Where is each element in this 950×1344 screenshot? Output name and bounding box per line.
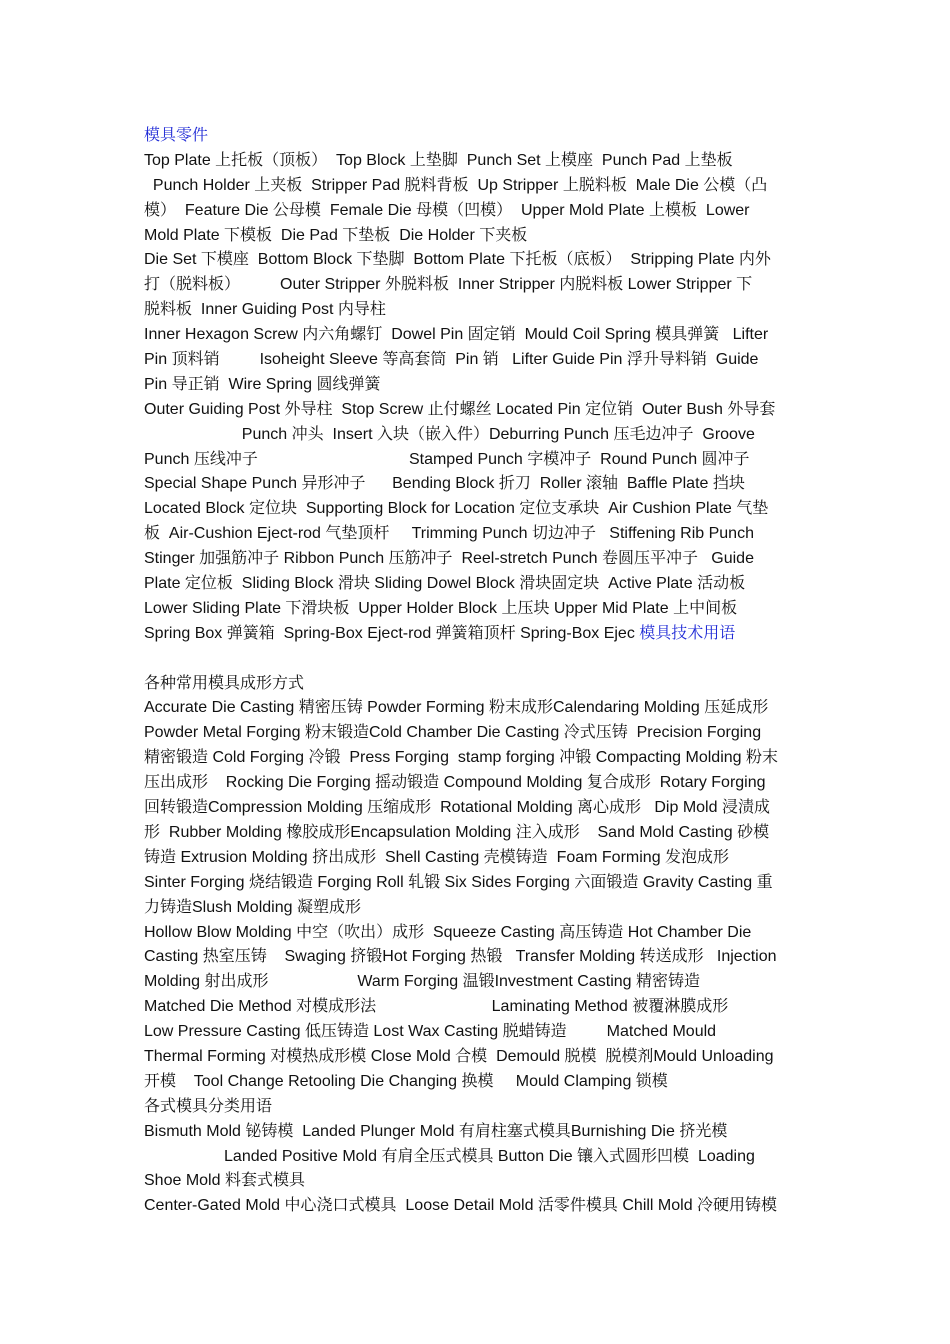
- text-line: Punch 压线冲子 Stamped Punch 字模冲子 Round Punch 圆冲子: [144, 450, 750, 468]
- section-heading-forming-methods: 各种常用模具成形方式: [144, 674, 305, 692]
- text-line: Casting 热室压铸 Swaging 挤锻Hot Forging 热锻 Transfer Molding 转送成形 Injection: [144, 948, 777, 966]
- section-heading-mold-classification: 各式模具分类用语: [144, 1097, 273, 1115]
- text-line: Accurate Die Casting 精密压铸 Powder Forming 粉末成形Calendaring Molding 压延成形: [144, 699, 769, 717]
- text-line: 回转锻造Compression Molding 压缩成形 Rotational Molding 离心成形 Dip Mold 浸渍成: [144, 799, 770, 817]
- text-line: 开模 Tool Change Retooling Die Changing 换模 Mould Clamping 锁模: [144, 1072, 668, 1090]
- text-line: Stinger 加强筋冲子 Ribbon Punch 压筋冲子 Reel-stretch Punch 卷圆压平冲子 Guide: [144, 550, 754, 568]
- text-line: Pin 导正销 Wire Spring 圆线弹簧: [144, 375, 381, 393]
- text-line: Molding 射出成形 Warm Forging 温锻Investment Casting 精密铸造: [144, 973, 700, 991]
- text-line: Shoe Mold 料套式模具: [144, 1172, 305, 1190]
- text-line: Thermal Forming 对模热成形模 Close Mold 合模 Demould 脱模 脱模剂Mould Unloading: [144, 1047, 774, 1065]
- text-line: 铸造 Extrusion Molding 挤出成形 Shell Casting 壳模铸造 Foam Forming 发泡成形: [144, 848, 730, 866]
- paragraph-forming-methods: [144, 696, 808, 1219]
- text-line: Lower Sliding Plate 下滑块板 Upper Holder Block 上压块 Upper Mid Plate 上中间板: [144, 599, 738, 617]
- text-line: [144, 622, 808, 647]
- paragraph-mold-parts: [144, 149, 808, 647]
- blank-line: [144, 647, 808, 672]
- text-line: Hollow Blow Molding 中空（吹出）成形 Squeeze Casting 高压铸造 Hot Chamber Die: [144, 923, 752, 941]
- text-line: 精密锻造 Cold Forging 冷锻 Press Forging stamp forging 冲锻 Compacting Molding 粉末: [144, 749, 778, 767]
- text-line: Die Set 下模座 Bottom Block 下垫脚 Bottom Plate 下托板（底板） Stripping Plate 内外: [144, 251, 771, 269]
- text-line: 形 Rubber Molding 橡胶成形Encapsulation Molding 注入成形 Sand Mold Casting 砂模: [144, 823, 770, 841]
- text-line: Outer Guiding Post 外导柱 Stop Screw 止付螺丝 Located Pin 定位销 Outer Bush 外导套: [144, 400, 776, 418]
- section-heading-mold-parts[interactable]: 模具零件: [144, 127, 209, 144]
- text-line: Bismuth Mold 铋铸模 Landed Plunger Mold 有肩柱塞式模具Burnishing Die 挤光模: [144, 1122, 728, 1140]
- text-line: 打（脱料板） Outer Stripper 外脱料板 Inner Stripper 内脱料板 Lower Stripper 下: [144, 276, 753, 294]
- text-line: Plate 定位板 Sliding Block 滑块 Sliding Dowel Block 滑块固定块 Active Plate 活动板: [144, 575, 746, 593]
- document-body: [144, 124, 808, 1219]
- text-line: Punch 冲头 Insert 入块（嵌入件）Deburring Punch 压毛边冲子 Groove: [144, 425, 755, 443]
- text-line: Top Plate 上托板（顶板） Top Block 上垫脚 Punch Set 上模座 Punch Pad 上垫板: [144, 151, 733, 169]
- text-segment: Spring Box 弹簧箱 Spring-Box Eject-rod 弹簧箱顶杆 Spring-Box Ejec: [144, 624, 640, 642]
- text-line: Inner Hexagon Screw 内六角螺钉 Dowel Pin 固定销 Mould Coil Spring 模具弹簧 Lifter: [144, 326, 769, 344]
- text-line: 脱料板 Inner Guiding Post 内导柱: [144, 301, 386, 319]
- text-line: Located Block 定位块 Supporting Block for Location 定位支承块 Air Cushion Plate 气垫: [144, 500, 769, 518]
- text-line: Landed Positive Mold 有肩全压式模具 Button Die 镶入式圆形凹模 Loading: [144, 1147, 755, 1165]
- text-line: Mold Plate 下模板 Die Pad 下垫板 Die Holder 下夹板: [144, 226, 528, 244]
- text-line: Low Pressure Casting 低压铸造 Lost Wax Casting 脱蜡铸造 Matched Mould: [144, 1023, 717, 1041]
- text-line: Punch Holder 上夹板 Stripper Pad 脱料背板 Up Stripper 上脱料板 Male Die 公模（凸: [144, 176, 768, 194]
- text-line: Sinter Forging 烧结锻造 Forging Roll 轧锻 Six Sides Forging 六面锻造 Gravity Casting 重: [144, 873, 773, 891]
- text-line: Center-Gated Mold 中心浇口式模具 Loose Detail Mold 活零件模具 Chill Mold 冷硬用铸模: [144, 1197, 778, 1215]
- text-line: 板 Air-Cushion Eject-rod 气垫顶杆 Trimming Punch 切边冲子 Stiffening Rib Punch: [144, 525, 754, 543]
- text-line: 力铸造Slush Molding 凝塑成形: [144, 898, 361, 916]
- text-line: 模） Feature Die 公母模 Female Die 母模（凹模） Upper Mold Plate 上模板 Lower: [144, 201, 750, 219]
- text-line: Powder Metal Forging 粉末锻造Cold Chamber Die Casting 冷式压铸 Precision Forging: [144, 724, 762, 742]
- text-line: Matched Die Method 对模成形法 Laminating Method 被覆淋膜成形: [144, 998, 729, 1016]
- mold-terminology-link[interactable]: 模具技术用语: [639, 624, 736, 642]
- text-line: Pin 顶料销 Isoheight Sleeve 等高套筒 Pin 销 Lifter Guide Pin 浮升导料销 Guide: [144, 351, 759, 369]
- text-line: 压出成形 Rocking Die Forging 摇动锻造 Compound Molding 复合成形 Rotary Forging: [144, 774, 766, 792]
- text-line: Special Shape Punch 异形冲子 Bending Block 折刀 Roller 滚轴 Baffle Plate 挡块: [144, 475, 745, 493]
